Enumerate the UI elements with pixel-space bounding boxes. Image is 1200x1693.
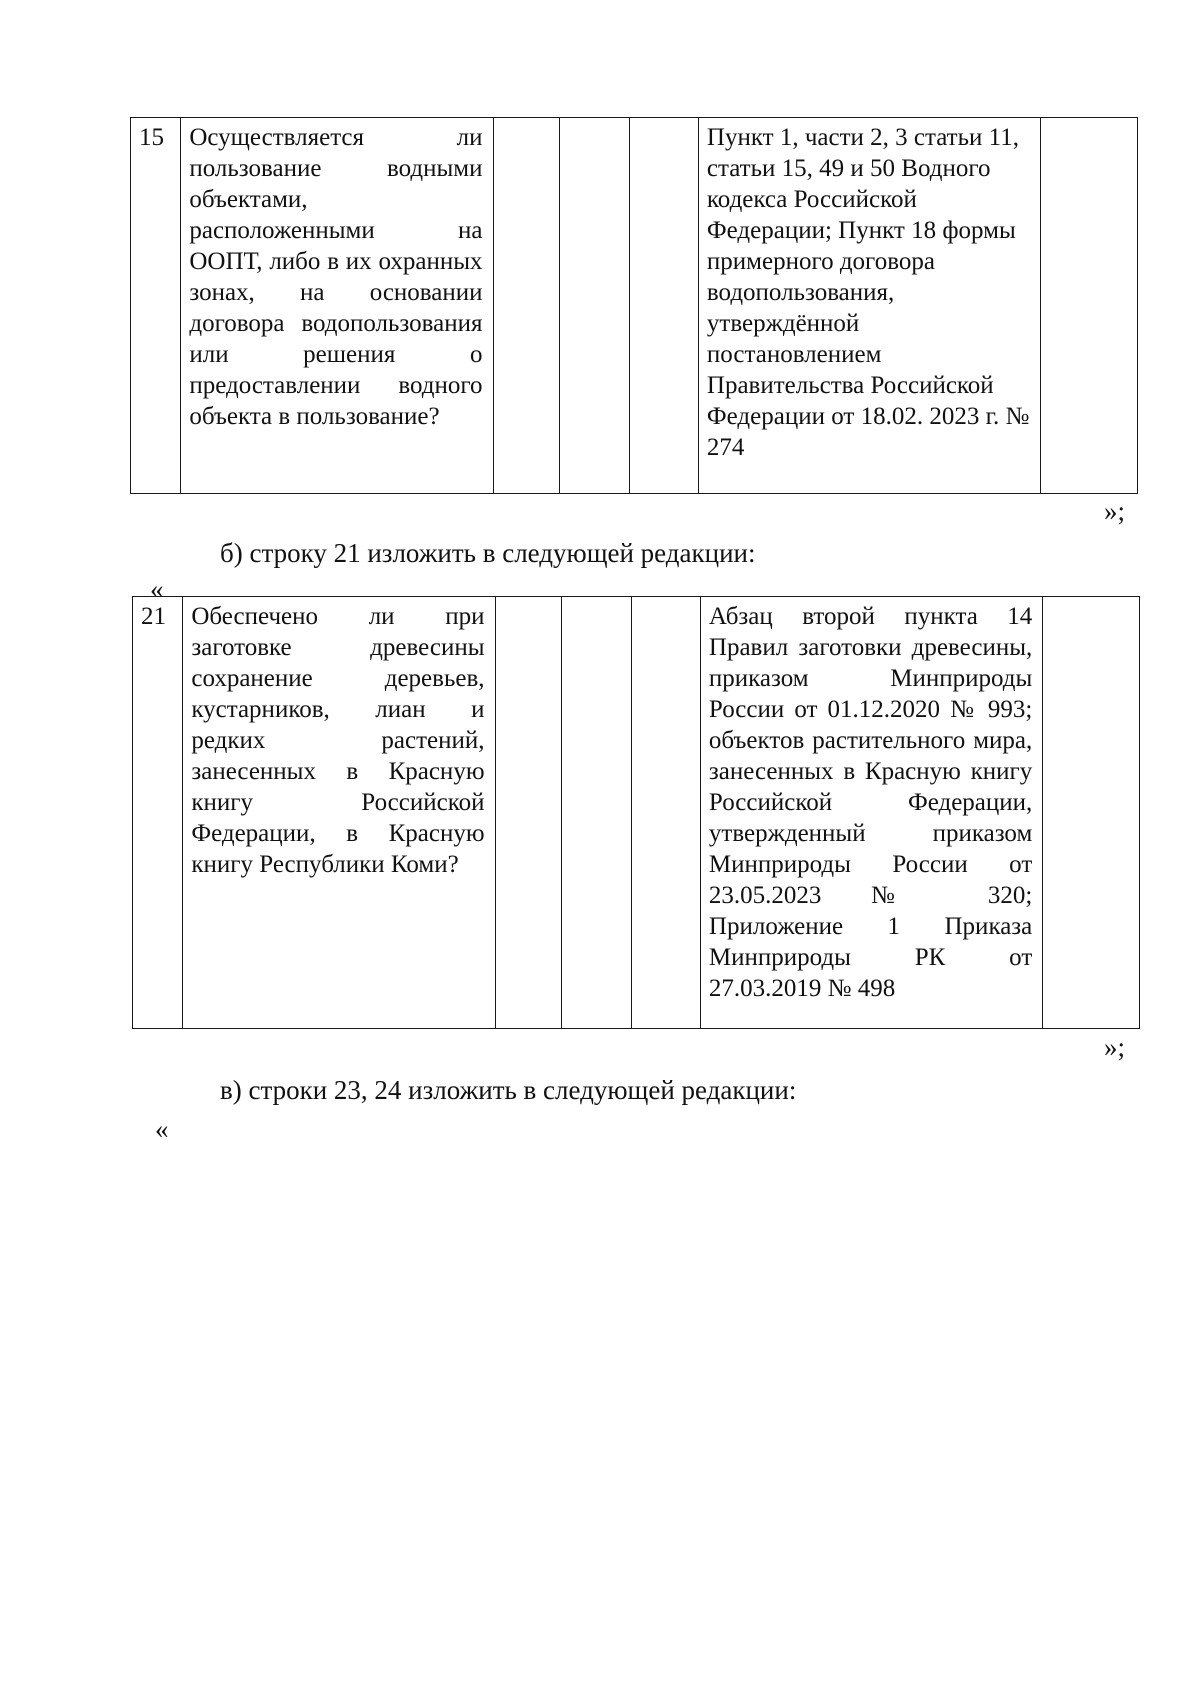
empty-cell bbox=[493, 118, 559, 494]
empty-cell bbox=[495, 597, 561, 1029]
paragraph-v: в) строки 23, 24 изложить в следующей редакции: bbox=[220, 1075, 797, 1105]
row-number: 15 bbox=[131, 118, 181, 494]
table-row bbox=[133, 597, 1140, 1029]
opening-quote: « bbox=[150, 574, 164, 604]
question-cell: Осуществляется ли пользование водными объектами, расположенными на ООПТ, либо в их охранных зонах, на основании договора водопользования или решения о предоставлении водного объекта в пользование? bbox=[181, 118, 493, 494]
legal-reference-cell: Пункт 1, части 2, 3 статьи 11, статьи 15, 49 и 50 Водного кодекса Российской Федерации; Пункт 18 формы примерного договора водопользования, утверждённой постановлением Правительства Российской Федерации от 18.02. 2023 г. № 274 bbox=[698, 118, 1040, 494]
empty-cell bbox=[1043, 597, 1140, 1029]
table-row-15 bbox=[130, 117, 1138, 494]
opening-quote: « bbox=[155, 1114, 169, 1144]
empty-cell bbox=[632, 597, 700, 1029]
paragraph-b: б) строку 21 изложить в следующей редакции: bbox=[220, 538, 756, 568]
row-number: 21 bbox=[133, 597, 183, 1029]
empty-cell bbox=[559, 118, 629, 494]
empty-cell bbox=[561, 597, 631, 1029]
table-row bbox=[131, 118, 1138, 494]
table-row-21 bbox=[132, 596, 1140, 1029]
closing-quote: »; bbox=[1104, 496, 1126, 526]
empty-cell bbox=[1041, 118, 1138, 494]
closing-quote: »; bbox=[1104, 1032, 1126, 1062]
legal-reference-cell: Абзац второй пункта 14 Правил заготовки древесины, приказом Минприроды России от 01.12.2020 № 993; объектов растительного мира, занесенных в Красную книгу Российской Федерации, утвержденный приказом Минприроды России от 23.05.2023 № 320; Приложение 1 Приказа Минприроды РК от 27.03.2019 № 498 bbox=[700, 597, 1042, 1029]
empty-cell bbox=[630, 118, 698, 494]
question-cell: Обеспечено ли при заготовке древесины сохранение деревьев, кустарников, лиан и редких растений, занесенных в Красную книгу Российской Федерации, в Красную книгу Республики Коми? bbox=[183, 597, 495, 1029]
